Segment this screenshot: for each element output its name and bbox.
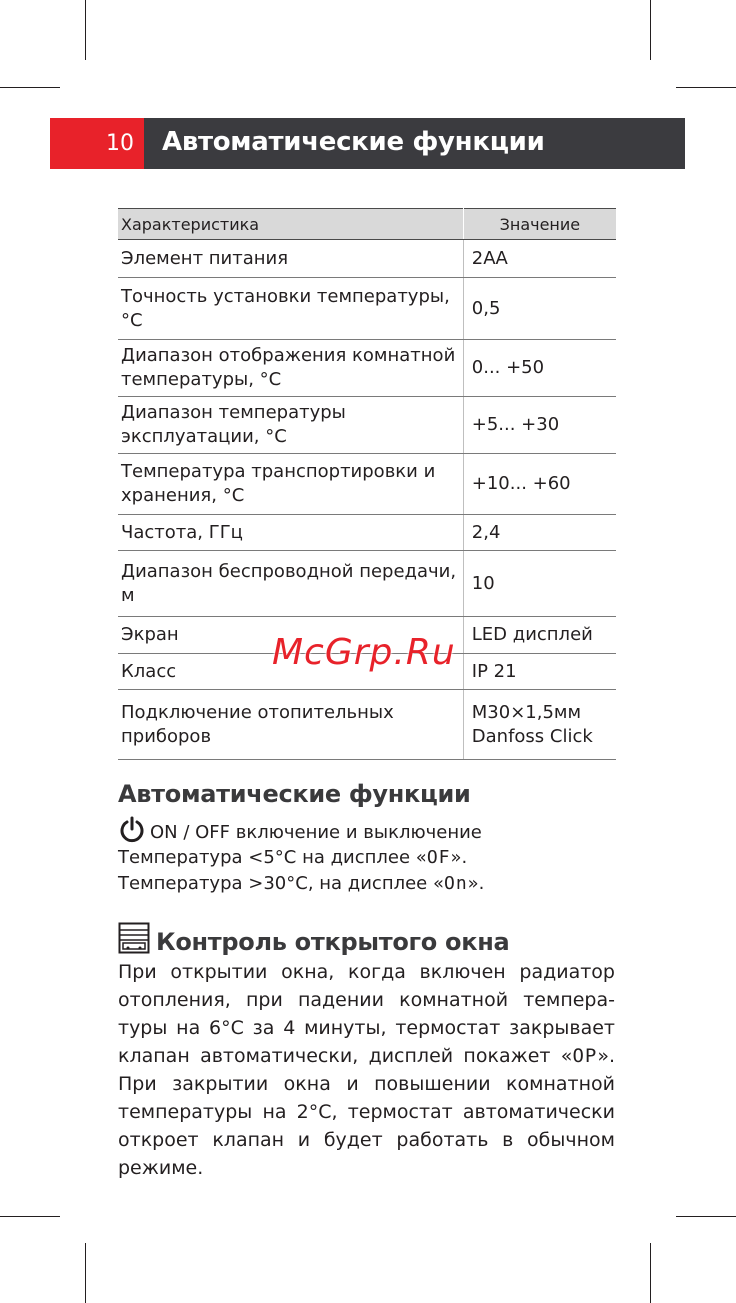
spec-name: Подключение отопительных приборов	[118, 690, 463, 760]
table-header-row	[118, 209, 616, 240]
spec-value: IP 21	[463, 654, 616, 690]
low-temp-text: Температура <5°С на дисплее «	[118, 847, 427, 868]
spec-name: Температура транспортировки и хранения, °С	[118, 454, 463, 515]
high-temp-suffix: ».	[467, 873, 485, 894]
power-icon	[118, 816, 146, 849]
display-code-on: On	[443, 873, 468, 894]
high-temp-line	[118, 873, 484, 894]
crop-mark	[676, 87, 736, 88]
watermark: McGrp.Ru	[272, 632, 456, 673]
window-icon	[118, 922, 150, 960]
spec-value: 10	[463, 551, 616, 617]
power-line	[118, 816, 482, 846]
spec-name: Диапазон отображения комнатной температуры, °С	[118, 340, 463, 397]
page-header	[50, 118, 685, 169]
table-row	[118, 454, 616, 515]
paragraph-text-end: ». При закрытии окна и повышении комнатной температуры на 2°С, термостат автоматически откроет клапан и будет работать в обычном режиме.	[118, 1045, 615, 1179]
crop-mark	[0, 87, 60, 88]
paragraph-text: При открытии окна, когда включен радиатор отопления, при падении комнатной темпера-туры на 6°С за 4 минуты, термостат закрывает клапан автоматически, дисплей покажет «	[118, 961, 615, 1067]
spec-value: 2,4	[463, 515, 616, 551]
display-code-op: OP	[572, 1045, 598, 1067]
spec-value: LED дисплей	[463, 617, 616, 654]
power-line-text: ON / OFF включение и выключение	[150, 822, 482, 843]
spec-value: 2АА	[463, 240, 616, 278]
table-row	[118, 515, 616, 551]
display-code-of: OF	[426, 847, 451, 868]
spec-value: M30×1,5мм Danfoss Click	[463, 690, 616, 760]
spec-table	[118, 208, 616, 760]
crop-mark	[650, 1243, 651, 1303]
window-heading-text: Контроль открытого окна	[156, 928, 510, 956]
spec-value: +10... +60	[463, 454, 616, 515]
spec-name: Диапазон температуры эксплуатации, °С	[118, 397, 463, 454]
section-heading-window-control	[118, 922, 509, 960]
spec-name: Элемент питания	[118, 240, 463, 278]
page-title: Автоматические функции	[162, 127, 545, 157]
spec-value: 0,5	[463, 278, 616, 340]
column-header: Значение	[463, 209, 616, 240]
section-heading-auto-functions: Автоматические функции	[118, 780, 471, 808]
spec-name: Диапазон беспроводной передачи, м	[118, 551, 463, 617]
table-row	[118, 340, 616, 397]
spec-value: +5... +30	[463, 397, 616, 454]
crop-mark	[650, 0, 651, 60]
table-row	[118, 397, 616, 454]
crop-mark	[676, 1216, 736, 1217]
spec-value: 0... +50	[463, 340, 616, 397]
crop-mark	[85, 1243, 86, 1303]
table-row	[118, 551, 616, 617]
spec-name: Точность установки температуры, °С	[118, 278, 463, 340]
low-temp-suffix: ».	[450, 847, 468, 868]
low-temp-line	[118, 847, 467, 868]
high-temp-text: Температура >30°С, на дисплее «	[118, 873, 444, 894]
window-control-paragraph	[118, 958, 615, 1182]
spec-name: Экран	[118, 617, 463, 654]
page-number: 10	[50, 118, 144, 169]
spec-name: Класс	[118, 654, 463, 690]
table-row	[118, 278, 616, 340]
crop-mark	[0, 1216, 60, 1217]
table-row	[118, 240, 616, 278]
spec-name: Частота, ГГц	[118, 515, 463, 551]
column-header: Характеристика	[118, 209, 463, 240]
crop-mark	[85, 0, 86, 60]
table-row	[118, 690, 616, 760]
